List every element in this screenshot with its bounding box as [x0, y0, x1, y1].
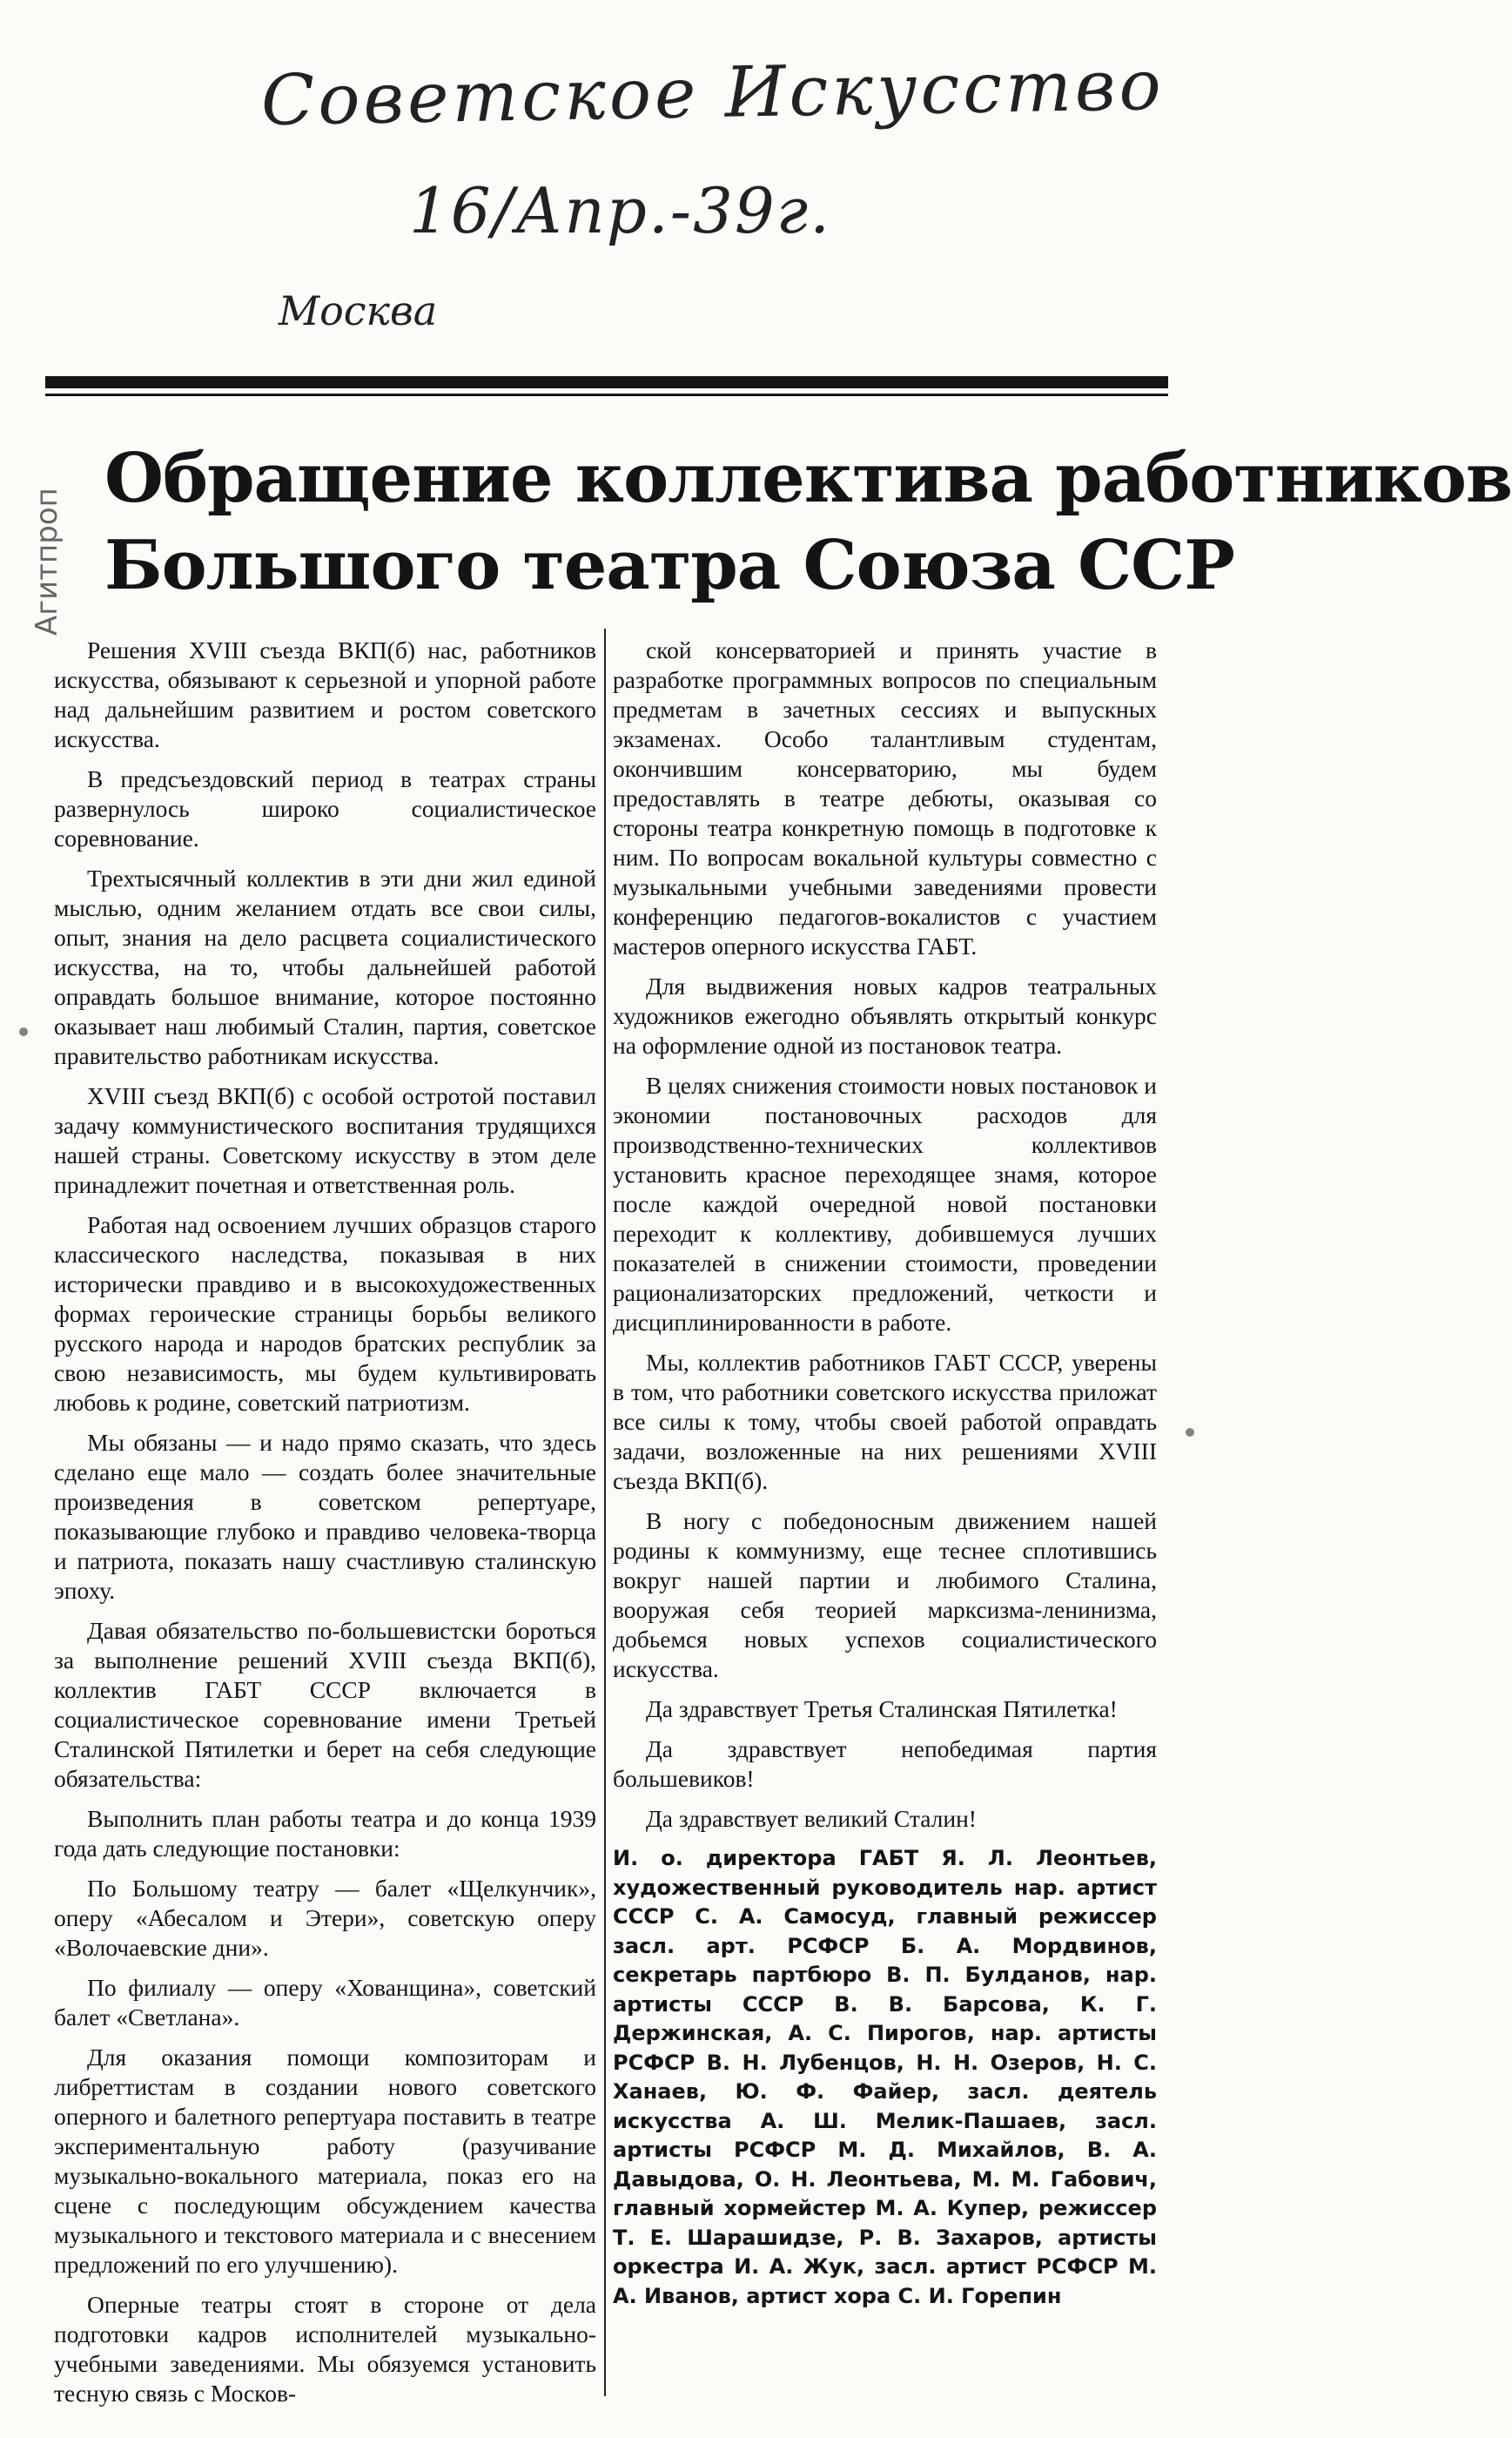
column-divider: [604, 629, 606, 2396]
handwritten-newspaper-name: Советское Искусство: [260, 44, 1166, 142]
signatories-list: И. о. директора ГАБТ Я. Л. Леонтьев, художественный руководитель нар. артист СССР С. А. Самосуд, главный режиссер засл. арт. РСФСР Б. А. Мордвинов, секретарь партбюро В. П. Булданов, нар. артисты СССР В. В. Барсова, К. Г. Держинская, А. С. Пирогов, нар. артисты РСФСР В. Н. Лубенцов, Н. Н. Озеров, Н. С. Ханаев, Ю. Ф. Файер, засл. деятель искусства А. Ш. Мелик-Пашаев, засл. артисты РСФСР М. Д. Михайлов, В. А. Давыдова, О. Н. Леонтьева, М. М. Габович, главный хормейстер М. А. Купер, режиссер Т. Е. Шарашидзе, Р. В. Захаров, артисты оркестра И. А. Жук, засл. артист РСФСР М. А. Иванов, артист хора С. И. Горепин: [613, 1846, 1157, 2308]
article-paragraph: Давая обязательство по-большевистски бороться за выполнение решений XVIII съезда ВКП(б), коллектив ГАБТ СССР включается в социалистическое соревнование имени Третьей Сталинской Пятилетки и берет на себя следующие обязательства:: [54, 1617, 596, 1792]
article-paragraph: Трехтысячный коллектив в эти дни жил единой мыслью, одним желанием отдать все свои силы, опыт, знания на дело расцвета социалистического искусства, на то, чтобы дальнейшей работой оправдать большое внимание, которое постоянно оказывает наш любимый Сталин, партия, советское правительство работникам искусства.: [54, 865, 596, 1069]
article-paragraph: В предсъездовский период в театрах страны развернулось широко социалистическое соревнование.: [54, 765, 596, 852]
headline-line-2: Большого театра Союза ССР: [104, 526, 1234, 605]
article-paragraph: XVIII съезд ВКП(б) с особой остротой поставил задачу коммунистического воспитания трудящихся нашей страны. Советскому искусству в этом деле принадлежит почетная и ответственная роль.: [54, 1082, 596, 1198]
article-paragraph: Для оказания помощи композиторам и либреттистам в создании нового советского оперного и балетного репертуара поставить в театре экспериментальную работу (разучивание музыкально-вокального материала, показ его на сцене с последующим обсуждением качества музыкального и текстового материала и с внесением предложений по его улучшению).: [54, 2044, 596, 2278]
top-rule-thick: [45, 376, 1168, 388]
handwritten-date: 16/Апр.-39г.: [409, 174, 831, 247]
article-paragraph: ской консерваторией и принять участие в разработке программных вопросов по специальным предметам в зачетных сессиях и выпускных экзаменах. Особо талантливым студентам, окончившим консерваторию, мы будем предоставлять в театре дебюты, оказывая со стороны театра конкретную помощь в подготовке к ним. По вопросам вокальной культуры совместно с музыкальными учебными заведениями провести конференцию педагогов-вокалистов с участием мастеров оперного искусства ГАБТ.: [613, 636, 1157, 960]
article-paragraph: Решения XVIII съезда ВКП(б) нас, работников искусства, обязывают к серьезной и упорной работе над дальнейшим развитием и ростом советского искусства.: [54, 636, 596, 752]
article-paragraph: Да здравствует непобедимая партия большевиков!: [613, 1735, 1157, 1792]
article-paragraph: В целях снижения стоимости новых постановок и экономии постановочных расходов для производственно-технических коллективов установить красное переходящее знамя, которое после каждой очередной новой постановки переходит к коллективу, добившемуся лучших показателей в снижении стоимости, проведении рационализаторских предложений, четкости и дисциплинированности в работе.: [613, 1072, 1157, 1336]
handwritten-city: Москва: [279, 287, 438, 334]
article-paragraph: Оперные театры стоят в стороне от дела подготовки кадров исполнителей музыкально-учебными заведениями. Мы обязуемся установить тесную связь с Москов-: [54, 2291, 596, 2407]
article-paragraph: По Большому театру — балет «Щелкунчик», оперу «Абесалом и Этери», советскую оперу «Волочаевские дни».: [54, 1875, 596, 1961]
article-paragraph: В ногу с победоносным движением нашей родины к коммунизму, еще теснее сплотившись вокруг нашей партии и любимого Сталина, вооружая себя теорией марксизма-ленинизма, добьемся новых успехов социалистического искусства.: [613, 1507, 1157, 1682]
article-column-left: [54, 636, 596, 2419]
article-column-right: [613, 636, 1157, 2321]
article-paragraph: Мы, коллектив работников ГАБТ СССР, уверены в том, что работники советского искусства приложат все силы к тому, чтобы своей работой оправдать задачи, возложенные на них решениями XVIII съезда ВКП(б).: [613, 1349, 1157, 1494]
article-paragraph: Работая над освоением лучших образцов старого классического наследства, показывая в них исторически правдиво и в высокохудожественных формах героические страницы борьбы великого русского народа и народов братских республик за свою независимость, мы будем культивировать любовь к родине, советский патриотизм.: [54, 1211, 596, 1416]
margin-mark: [19, 1027, 28, 1036]
margin-stamp: Агитпроп: [30, 488, 64, 636]
article-paragraph: Для выдвижения новых кадров театральных художников ежегодно объявлять открытый конкурс на оформление одной из постановок театра.: [613, 973, 1157, 1059]
article-paragraph: Мы обязаны — и надо прямо сказать, что здесь сделано еще мало — создать более значительные произведения в советском репертуаре, показывающие глубоко и правдиво человека-творца и патриота, показать нашу счастливую сталинскую эпоху.: [54, 1429, 596, 1604]
article-paragraph: По филиалу — оперу «Хованщина», советский балет «Светлана».: [54, 1974, 596, 2031]
article-paragraph: Да здравствует великий Сталин!: [646, 1805, 977, 1832]
margin-mark: [1186, 1428, 1194, 1437]
top-rule-thin: [45, 394, 1168, 396]
article-paragraph: Да здравствует Третья Сталинская Пятилетка!: [646, 1695, 1118, 1722]
article-paragraph: Выполнить план работы театра и до конца 1939 года дать следующие постановки:: [54, 1805, 596, 1862]
article-headline: [104, 435, 1512, 610]
headline-line-1: Обращение коллектива работников: [104, 439, 1512, 518]
